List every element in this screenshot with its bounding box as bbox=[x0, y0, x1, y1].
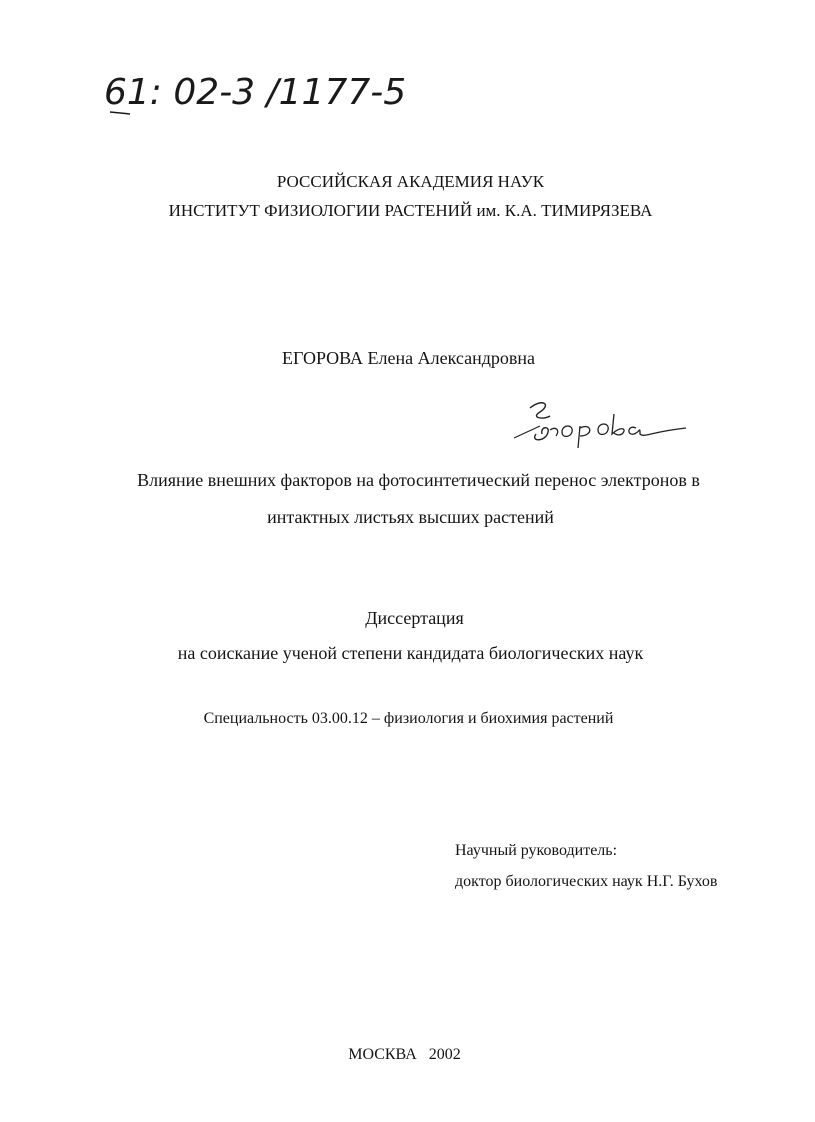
dissertation-title-line-2: интактных листьях высших растений bbox=[267, 507, 554, 527]
document-type: Диссертация bbox=[365, 608, 464, 628]
archive-code-text: 61: 02-3 /1177-5 bbox=[104, 72, 407, 113]
organization-line-1: РОССИЙСКАЯ АКАДЕМИЯ НАУК bbox=[276, 172, 545, 191]
city-year: МОСКВА 2002 bbox=[348, 1046, 461, 1063]
supervisor-label: Научный руководитель: bbox=[455, 842, 618, 859]
specialty: Специальность 03.00.12 – физиология и биохимия растений bbox=[203, 710, 614, 727]
organization-line-2: ИНСТИТУТ ФИЗИОЛОГИИ РАСТЕНИЙ им. К.А. ТИМИРЯЗЕВА bbox=[168, 201, 653, 220]
archive-code-handwritten bbox=[100, 62, 407, 122]
dissertation-title-line-1: Влияние внешних факторов на фотосинтетический перенос электронов в bbox=[137, 470, 700, 490]
author-signature bbox=[500, 390, 690, 450]
degree-purpose: на соискание ученой степени кандидата биологических наук bbox=[177, 643, 644, 663]
author-name: ЕГОРОВА Елена Александровна bbox=[282, 348, 536, 368]
supervisor-name: доктор биологических наук Н.Г. Бухов bbox=[455, 873, 718, 890]
